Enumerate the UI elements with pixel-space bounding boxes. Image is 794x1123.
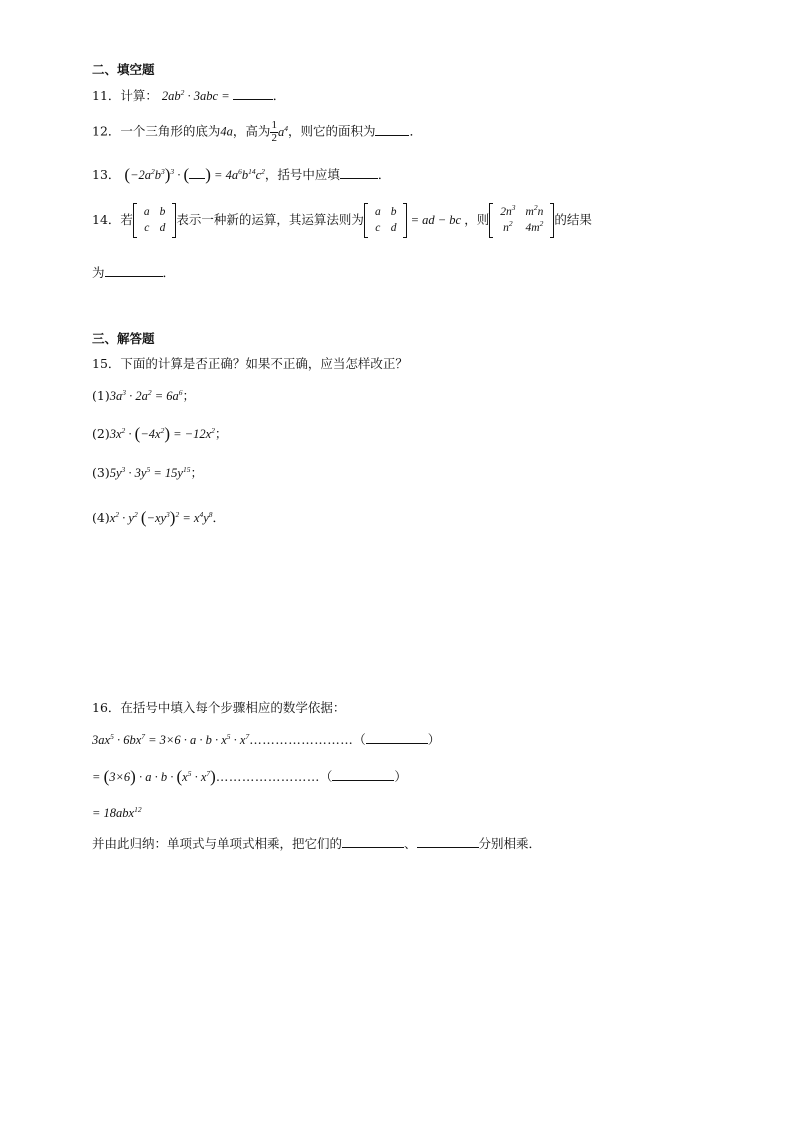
q14-number: 14． xyxy=(92,212,121,227)
question-15 xyxy=(92,358,408,371)
q16-number: 16． xyxy=(92,700,121,715)
q15-item-3: $(3)5y^3 \cdot 3y^5 = 15y^{15}$； xyxy=(92,464,203,480)
q14-text-4: 的结果 xyxy=(554,212,592,227)
q12-fraction-half: $\frac{1}{2}$ xyxy=(271,119,277,144)
q12-answer-blank[interactable] xyxy=(375,125,409,136)
q16-conclusion-text-3: 分别相乘． xyxy=(478,836,542,851)
question-12: 12．一个三角形的底为4a，高为 $\frac{1}{2}$ $a^4$，则它的面积为 ． xyxy=(92,119,422,144)
section-fill-in-title: 二、填空题 xyxy=(92,62,155,77)
q16-conclusion-text-2: 、 xyxy=(404,836,417,851)
q13-number: 13． xyxy=(92,167,121,182)
section-answer-title: 三、解答题 xyxy=(92,331,155,346)
q12-height-power: $a^4$ xyxy=(277,123,288,139)
q14-answer-blank[interactable] xyxy=(105,266,163,277)
q16-step-3 xyxy=(92,804,142,820)
q14-matrix-abcd: a b c d xyxy=(133,203,177,238)
q14-text-3: ，则 xyxy=(464,212,490,227)
q16-step-3-expression: = 18abx$^{12}$ xyxy=(92,804,142,820)
question-14 xyxy=(92,203,592,238)
q16-text: 在括号中填入每个步骤相应的数学依据： xyxy=(120,700,346,715)
q14-rule-expression: = ad − bc xyxy=(407,213,465,227)
q14-text-5: 为 xyxy=(92,265,105,280)
question-13: 13． $(-2a^2b^3)^3$ · ( ) = $4a^6b^{14}c^2$，括号中应填 ． xyxy=(92,165,391,184)
q15-item-4-label: (4) xyxy=(92,510,110,525)
q13-answer-blank[interactable] xyxy=(340,168,378,179)
question-16 xyxy=(92,702,345,715)
q16-conclusion-blank-1[interactable] xyxy=(342,837,404,848)
q13-text-1: ，括号中应填 xyxy=(264,167,340,182)
q16-step-1-dots: …………………… xyxy=(249,732,354,747)
q15-item-3-expression: $5y^3 \cdot 3y^5 = 15y^{15}$ xyxy=(109,464,191,480)
q15-item-2-expression: $3x^2 \cdot (-4x^2) = -12x^2$ xyxy=(109,424,215,443)
q15-item-4-expression: $x^2 \cdot y^2$ $(-xy^3)^2 = x^4y^8$ xyxy=(109,508,213,527)
q14-text-1: 若 xyxy=(120,212,133,227)
q15-item-4: $(4)x^2 \cdot y^2$ $(-xy^3)^2 = x^4y^8$． xyxy=(92,508,226,527)
q11-number: 11． xyxy=(92,88,121,103)
q12-text-1: 一个三角形的底为 xyxy=(120,123,221,139)
question-14-continued: 为 ． xyxy=(92,265,176,280)
q13-paren-blank[interactable] xyxy=(189,168,205,179)
q16-step-2: = $(3\times 6) \cdot a \cdot b \cdot (x^5$ · $x^7)\dots\dots\dots\dots\dots\dots\dots\dots$（ ） xyxy=(92,767,407,786)
q14-matrix-target: $2n^3$ $m^2n$ $n^2$ $4m^2$ xyxy=(489,203,554,238)
q15-text: 下面的计算是否正确？如果不正确，应当怎样改正？ xyxy=(120,356,408,371)
q16-conclusion xyxy=(92,837,541,851)
q15-item-2: $(2)3x^2 \cdot (-4x^2) = -12x^2$； xyxy=(92,424,228,443)
q12-text-3: ，则它的面积为 xyxy=(287,123,376,139)
q15-item-1-label: (1) xyxy=(92,388,110,403)
q12-number: 12． xyxy=(92,123,121,139)
q15-item-1: $(1)3a^3 \cdot 2a^2 = 6a^6$； xyxy=(92,387,196,403)
q16-step-1-reason-blank[interactable] xyxy=(366,733,428,744)
q12-base: 4a xyxy=(220,124,233,139)
q13-expression: $(-2a^2b^3)^3$ · ( ) = $4a^6b^{14}c^2$ xyxy=(124,165,265,184)
q15-item-2-label: (2) xyxy=(92,426,110,441)
q11-text: 计算： xyxy=(120,88,158,103)
q16-step-1: $3ax^5 \cdot 6bx^7 = 3\times 6 \cdot a \cdot b \cdot x^5$ · $x^7\dots\dots\dots\dots\dots\dots\dots\dots$（ ） xyxy=(92,731,441,747)
q15-item-3-label: (3) xyxy=(92,465,110,480)
q15-number: 15． xyxy=(92,356,121,371)
q11-expression: $2ab^2 \cdot 3abc$ = xyxy=(161,87,233,103)
q14-text-2: 表示一种新的运算，其运算法则为 xyxy=(176,212,364,227)
q16-conclusion-text-1: 并由此归纳：单项式与单项式相乘，把它们的 xyxy=(92,836,343,851)
q16-step-1-expression: $3ax^5 \cdot 6bx^7 = 3\times 6 \cdot a \cdot b \cdot x^5 \cdot x^7$ xyxy=(92,731,250,747)
question-11: 11．计算： $2ab^2 \cdot 3abc$ = ． xyxy=(92,87,286,103)
q16-conclusion-blank-2[interactable] xyxy=(417,837,479,848)
q16-step-2-dots: …………………… xyxy=(215,769,320,784)
q14-matrix-rule: a b c d xyxy=(364,203,408,238)
q15-item-1-expression: $3a^3 \cdot 2a^2 = 6a^6$ xyxy=(109,387,183,403)
q12-text-2: ，高为 xyxy=(232,123,271,139)
q11-answer-blank[interactable] xyxy=(233,89,273,100)
q16-step-2-expression: = $(3\times 6) \cdot a \cdot b \cdot (x^5 \cdot x^7)$ xyxy=(92,767,216,786)
q16-step-2-reason-blank[interactable] xyxy=(332,770,394,781)
